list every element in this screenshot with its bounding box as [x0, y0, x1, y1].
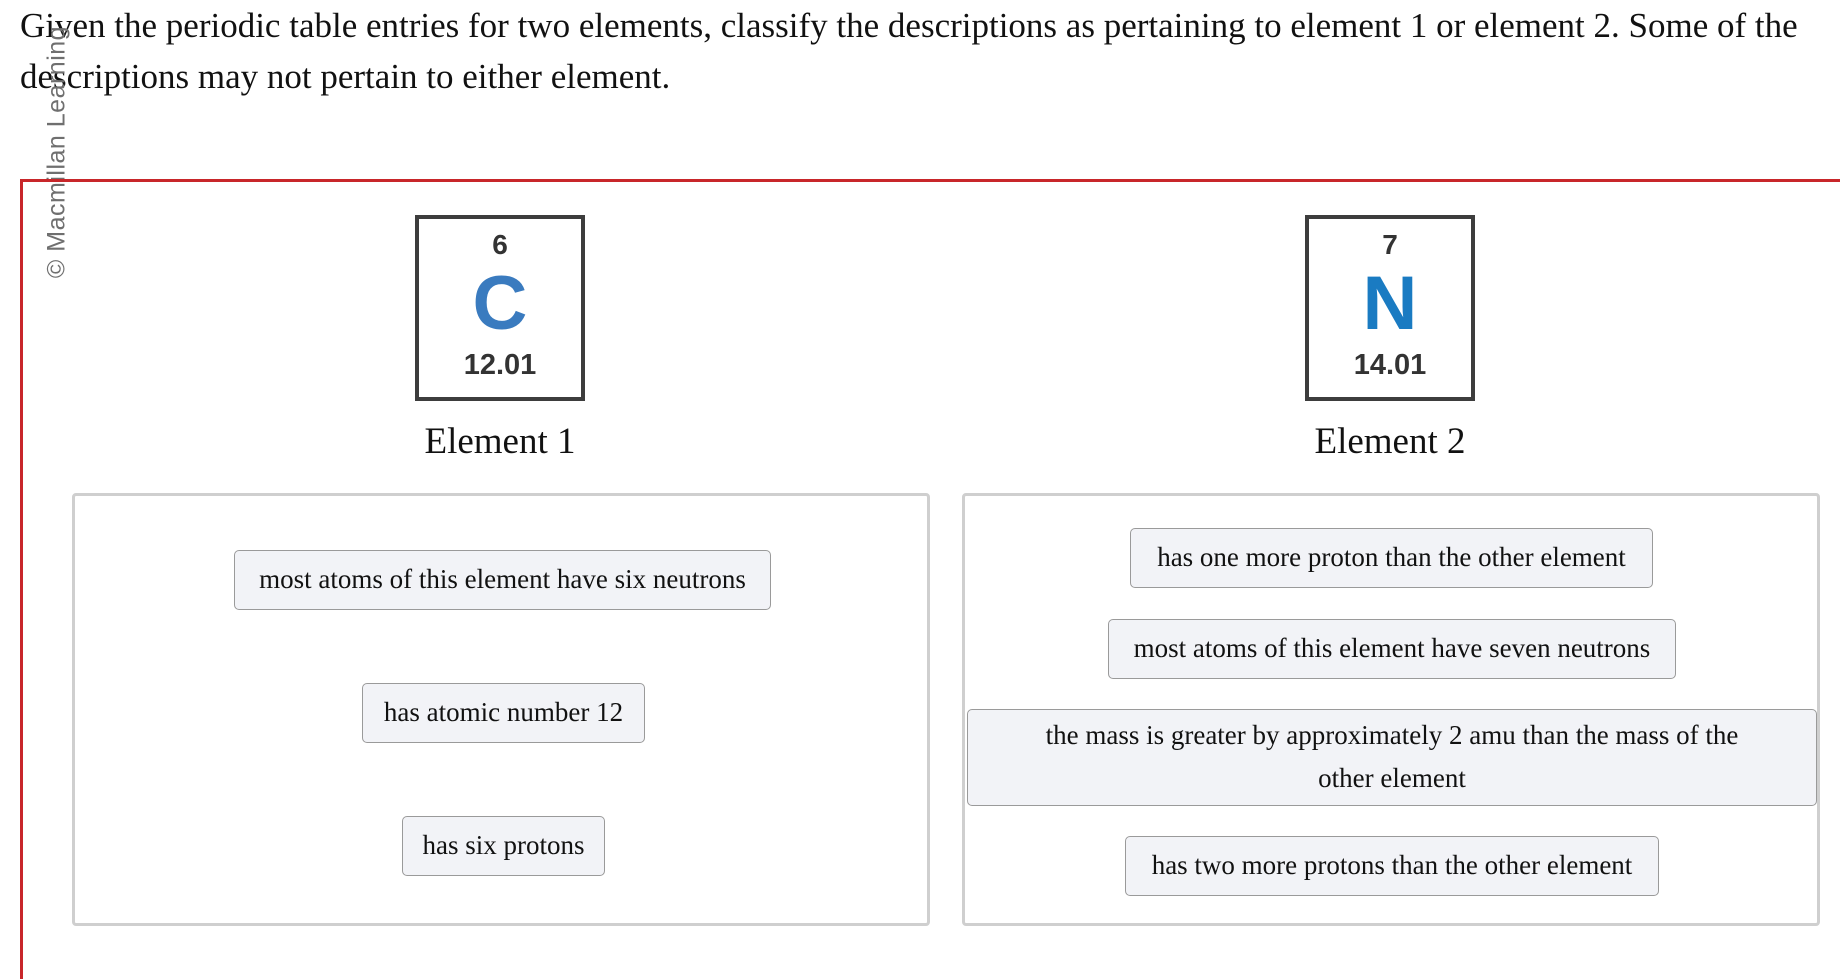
element-1-label: Element 1 — [424, 421, 576, 462]
question-prompt — [20, 0, 1840, 102]
answer-chip[interactable]: has two more protons than the other element — [1125, 836, 1659, 896]
atomic-number: 7 — [1382, 229, 1398, 260]
copyright-watermark: © Macmillan Learning — [42, 25, 71, 279]
answer-chip[interactable]: most atoms of this element have seven neutrons — [1108, 619, 1676, 679]
answer-chip[interactable]: most atoms of this element have six neutrons — [234, 550, 771, 610]
answer-chip[interactable]: has one more proton than the other element — [1130, 528, 1653, 588]
element-2-label: Element 2 — [1314, 421, 1466, 462]
drop-zone-element-2[interactable] — [962, 493, 1820, 926]
answer-chip[interactable]: has atomic number 12 — [362, 683, 645, 743]
element-symbol: C — [472, 261, 528, 346]
drop-zone-element-1[interactable] — [72, 493, 930, 926]
atomic-mass: 12.01 — [463, 349, 537, 381]
periodic-tile-element-2 — [1305, 215, 1475, 401]
answer-chip[interactable]: the mass is greater by approximately 2 amu than the mass of the other element — [967, 709, 1817, 806]
question-line-2: descriptions may not pertain to either element. — [20, 57, 671, 96]
atomic-number: 6 — [492, 229, 508, 260]
element-symbol: N — [1362, 261, 1418, 346]
atomic-mass: 14.01 — [1353, 349, 1427, 381]
periodic-tile-element-1 — [415, 215, 585, 401]
answer-chip[interactable]: has six protons — [402, 816, 605, 876]
question-line-1: Given the periodic table entries for two elements, classify the descriptions as pertaining to element 1 or element 2. Some of the — [20, 6, 1798, 45]
